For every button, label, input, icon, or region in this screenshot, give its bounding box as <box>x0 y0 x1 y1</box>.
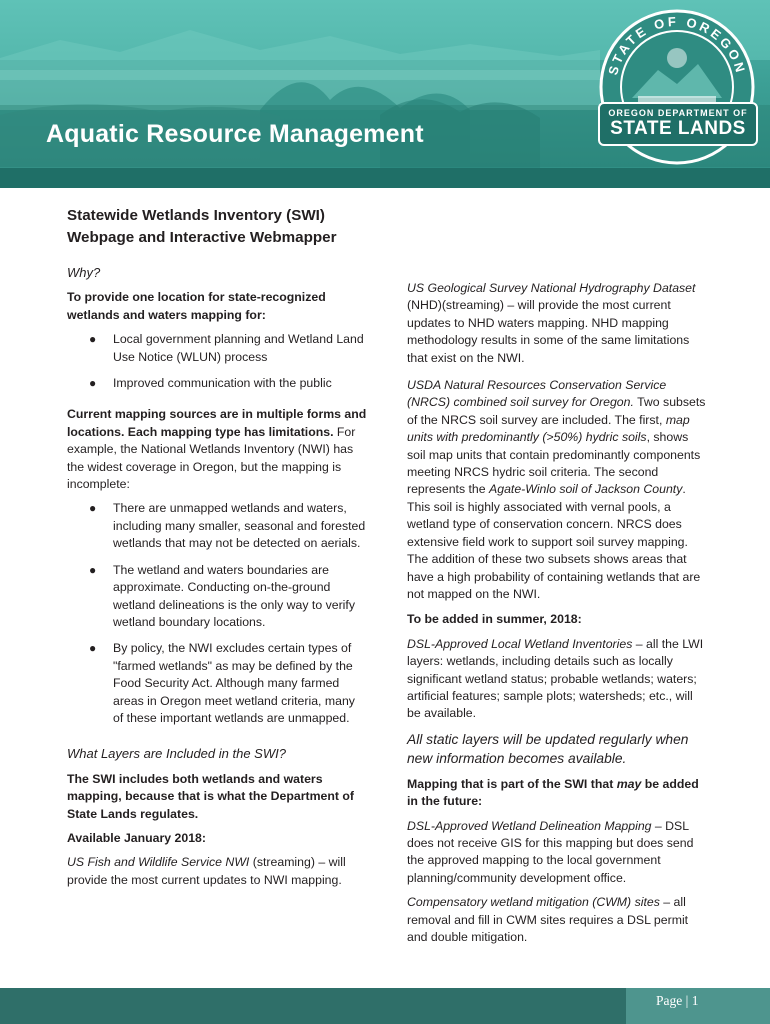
seal-line1: OREGON DEPARTMENT OF <box>608 108 748 118</box>
left-column <box>67 264 367 896</box>
page-footer <box>0 988 770 1024</box>
document-title <box>67 205 387 249</box>
layers-heading: What Layers are Included in the SWI? <box>67 746 286 762</box>
current-mapping-paragraph: Current mapping sources are in multiple forms and locations. Each mapping type has limitations. For example, the National Wetlands Inventory (NWI) has the widest coverage in Oregon, but the mapping is incomplete: <box>67 407 367 492</box>
header-banner <box>0 0 770 188</box>
seal-badge <box>598 102 758 146</box>
bullet-icon: ● <box>89 501 97 516</box>
seal-ring-text: STATE OF OREGON <box>605 13 749 77</box>
list-item: ● Improved communication with the public <box>67 375 367 392</box>
usfws-paragraph: US Fish and Wildlife Service NWI (streaming) – will provide the most current updates to NWI mapping. <box>67 855 346 887</box>
usgs-paragraph: US Geological Survey National Hydrography Dataset (NHD)(streaming) – will provide the most current updates to NHD waters mapping. NHD mapping methodology results in some of the same limitations that exist on the NWI. <box>407 281 696 365</box>
bullet-icon: ● <box>89 562 97 577</box>
available-heading: Available January 2018: <box>67 830 206 845</box>
nrcs-paragraph: USDA Natural Resources Conservation Service (NRCS) combined soil survey for Oregon. Two subsets of the NRCS soil survey are included. The first, map units with predominantly (>50%) hydric soils, shows soil map units that contain predominantly components meeting NRCS hydric soil criteria. The second represents the Agate-Winlo soil of Jackson County. This soil is highly associated with vernal pools, a wetland type of conservation concern. NRCS does extensive field work to support soil survey mapping. The addition of these two subsets shows areas that have a high probability of containing wetlands that are not mapped on the NWI. <box>407 378 706 601</box>
list-item: ● By policy, the NWI excludes certain types of "farmed wetlands" as may be defined by the Food Security Act. Although many farmed areas in Oregon meet wetland criteria, many of these important wetlands are unmapped. <box>89 641 355 725</box>
banner-title: Aquatic Resource Management <box>46 120 424 148</box>
document-title-line2: Webpage and Interactive Webmapper <box>67 229 337 246</box>
static-layers-note: All static layers will be updated regularly when new information becomes available. <box>407 731 689 766</box>
list-item: ● There are unmapped wetlands and waters, including many smaller, seasonal and forested wetlands that may not be detected on aerials. <box>89 501 366 551</box>
right-column <box>407 280 707 953</box>
cwm-paragraph: Compensatory wetland mitigation (CWM) sites – all removal and fill in CWM sites requires a DSL permit and double mitigation. <box>407 895 689 944</box>
layers-bold: The SWI includes both wetlands and waters mapping, because that is what the Department of State Lands regulates. <box>67 771 354 821</box>
banner-bottom-band <box>0 168 770 188</box>
document-title-line1: Statewide Wetlands Inventory (SWI) <box>67 207 325 224</box>
intro-bold: To provide one location for state-recognized wetlands and waters mapping for: <box>67 290 326 322</box>
list-item: ● The wetland and waters boundaries are approximate. Conducting on-the-ground wetland delineations is the only way to verify wetland boundary locations. <box>89 562 355 629</box>
summer-heading: To be added in summer, 2018: <box>407 612 582 627</box>
bullet-icon: ● <box>89 332 97 347</box>
purpose-bullet-list <box>67 331 367 392</box>
delineation-paragraph: DSL-Approved Wetland Delineation Mapping – DSL does not receive GIS for this mapping but does send the approved mapping to the local government planning/community development office. <box>407 818 694 885</box>
lwi-paragraph: DSL-Approved Local Wetland Inventories – all the LWI layers: wetlands, including details such as locally significant wetland status; probable wetlands; waters; artificial features; sample plots; watersheds; etc., will be available. <box>407 636 704 721</box>
bullet-icon: ● <box>89 376 97 391</box>
why-heading: Why? <box>67 265 101 280</box>
page-number: Page | 1 <box>656 993 699 1008</box>
future-heading: Mapping that is part of the SWI that may be added in the future: <box>407 776 699 809</box>
limitations-bullet-list <box>67 500 367 727</box>
bullet-icon: ● <box>89 641 97 656</box>
list-item: ● Local government planning and Wetland Land Use Notice (WLUN) process <box>89 332 364 364</box>
seal-line2: STATE LANDS <box>610 118 746 139</box>
